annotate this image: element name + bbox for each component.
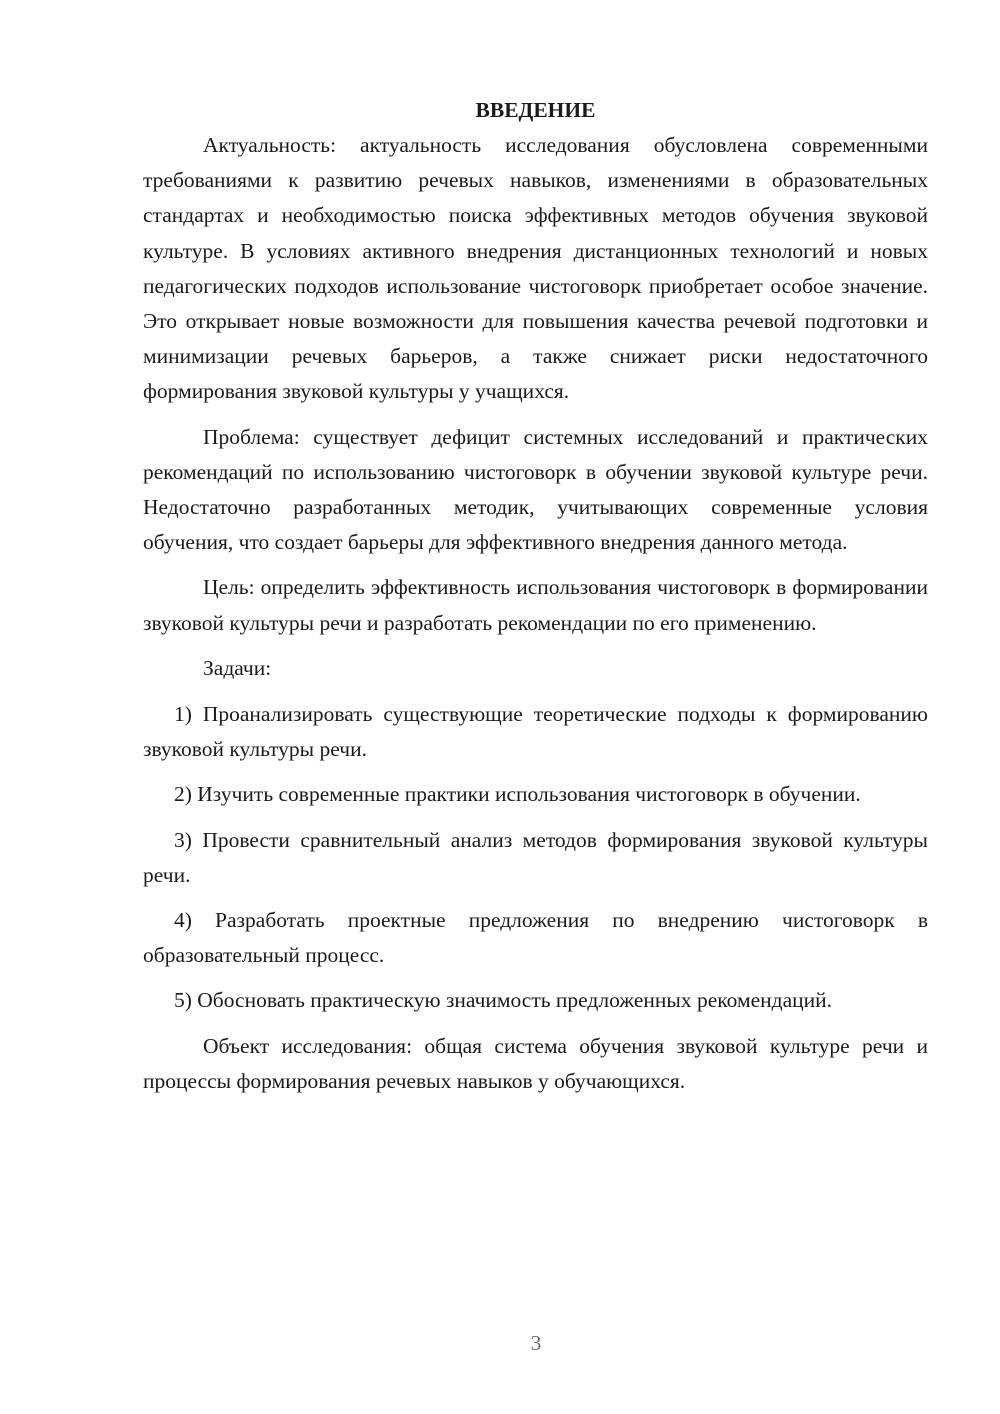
task-item-2: 2) Изучить современные практики использования чистоговорк в обучении. — [174, 782, 861, 807]
tasks-list — [143, 697, 928, 1019]
task-item-1: 1) Проанализировать существующие теоретические подходы к формированию звуковой культуры речи. — [143, 702, 928, 762]
section-title: ВВЕДЕНИЕ — [475, 98, 596, 122]
paragraph-object: Объект исследования: общая система обучения звуковой культуре речи и процессы формирования речевых навыков у обучающихся. — [143, 1033, 928, 1093]
paragraph-problem: Проблема: существует дефицит системных исследований и практических рекомендаций по использованию чистоговорк в обучении звуковой культуре речи. Недостаточно разработанных методик, учитывающих современные условия обучения, что создает барьеры для эффективного внедрения данного метода. — [143, 424, 928, 555]
task-item-4: 4) Разработать проектные предложения по внедрению чистоговорк в образовательный процесс. — [143, 908, 928, 968]
paragraph-relevance: Актуальность: актуальность исследования обусловлена современными требованиями к развитию речевых навыков, изменениями в образовательных стандартах и необходимостью поиска эффективных методов обучения звуковой культуре. В условиях активного внедрения дистанционных технологий и новых педагогических подходов использование чистоговорк приобретает особое значение. Это открывает новые возможности для повышения качества речевой подготовки и минимизации речевых барьеров, а также снижает риски недостаточного формирования звуковой культуры у учащихся. — [143, 133, 928, 404]
page-number: 3 — [530, 1331, 542, 1355]
tasks-heading: Задачи: — [203, 655, 272, 680]
task-item-3: 3) Провести сравнительный анализ методов формирования звуковой культуры речи. — [143, 827, 928, 887]
paragraph-goal: Цель: определить эффективность использования чистоговорк в формировании звуковой культуры речи и разработать рекомендации по его применению. — [143, 575, 928, 635]
task-item-5: 5) Обосновать практическую значимость предложенных рекомендаций. — [174, 988, 833, 1013]
document-page — [143, 92, 928, 1099]
